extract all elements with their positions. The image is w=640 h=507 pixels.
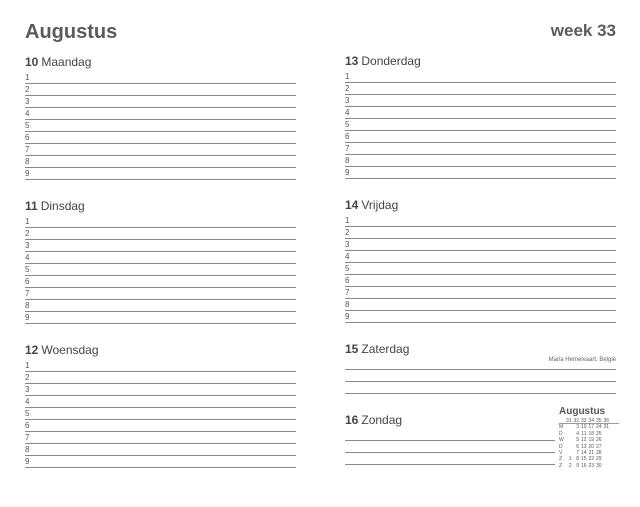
- day-heading: [345, 197, 616, 213]
- calendar-date: 24: [595, 424, 602, 431]
- hour-line: 8: [25, 444, 296, 456]
- day-number: 11: [25, 199, 38, 213]
- hour-line: 6: [25, 132, 296, 144]
- day-number: 14: [345, 198, 359, 212]
- hour-line: 3: [345, 95, 616, 107]
- hour-line: 5: [25, 120, 296, 132]
- day-monday: [25, 54, 296, 180]
- hour-line: 2: [345, 83, 616, 95]
- hour-line: 8: [345, 299, 616, 311]
- week-number: 31: [565, 418, 572, 424]
- calendar-date: 8: [576, 456, 579, 463]
- calendar-date: 28: [595, 449, 602, 456]
- calendar-date: 22: [588, 456, 594, 463]
- day-heading: [25, 198, 296, 214]
- hour-line: 1: [25, 216, 296, 228]
- day-name: Zondag: [361, 413, 403, 427]
- hour-line: 4: [25, 252, 296, 264]
- calendar-date: 17: [588, 424, 594, 431]
- hour-line: 5: [25, 408, 296, 420]
- hour-line: 2: [25, 228, 296, 240]
- hour-line: 4: [25, 396, 296, 408]
- day-number: 12: [25, 343, 39, 357]
- hour-line: 7: [345, 287, 616, 299]
- writing-line: [345, 440, 555, 441]
- hour-line: 1: [345, 71, 616, 83]
- day-name: Dinsdag: [40, 199, 85, 213]
- hour-line: 8: [345, 155, 616, 167]
- day-name: Donderdag: [361, 54, 421, 68]
- writing-line: [345, 393, 616, 394]
- hour-lines: [345, 215, 616, 323]
- calendar-date: 16: [580, 462, 587, 469]
- calendar-date: 3: [576, 424, 579, 431]
- calendar-date: 10: [580, 424, 587, 431]
- week-number: 32: [573, 418, 579, 424]
- hour-line: 4: [345, 107, 616, 119]
- calendar-date: 19: [588, 437, 594, 444]
- hour-line: 4: [345, 251, 616, 263]
- day-thursday: [345, 53, 616, 179]
- day-name: Vrijdag: [361, 198, 399, 212]
- week-number: 36: [603, 418, 609, 424]
- calendar-date: 27: [595, 443, 602, 450]
- calendar-date: 15: [580, 456, 587, 463]
- hour-line: 5: [25, 264, 296, 276]
- hour-line: 7: [25, 144, 296, 156]
- hour-line: 1: [25, 72, 296, 84]
- day-heading: [25, 54, 296, 70]
- day-name: Woensdag: [41, 343, 99, 357]
- hour-line: 6: [25, 420, 296, 432]
- day-heading: [345, 53, 616, 69]
- calendar-date: 2: [568, 462, 572, 469]
- hour-lines: [25, 216, 296, 324]
- hour-line: 2: [345, 227, 616, 239]
- calendar-date: 4: [576, 430, 579, 437]
- month-title: Augustus: [25, 21, 118, 43]
- mini-calendar: [559, 406, 619, 469]
- hour-line: 1: [25, 360, 296, 372]
- weekday-label: M: [559, 424, 564, 431]
- calendar-date: 6: [576, 443, 579, 450]
- hour-lines: [345, 71, 616, 179]
- day-number: 13: [345, 54, 359, 68]
- calendar-date: 13: [580, 443, 587, 450]
- calendar-date: 21: [588, 449, 594, 456]
- calendar-date: 26: [595, 437, 602, 444]
- weekday-label: Z: [559, 456, 563, 463]
- hour-line: 8: [25, 156, 296, 168]
- day-heading: [345, 341, 616, 357]
- hour-line: 7: [25, 288, 296, 300]
- hour-line: 9: [345, 167, 616, 179]
- day-sunday: [345, 412, 555, 428]
- hour-lines: [25, 360, 296, 468]
- hour-line: 6: [345, 275, 616, 287]
- hour-line: 7: [25, 432, 296, 444]
- calendar-date: 12: [580, 437, 587, 444]
- calendar-date: 7: [576, 449, 579, 456]
- weekday-label: D: [559, 430, 563, 437]
- calendar-date: 18: [588, 430, 594, 437]
- day-number: 15: [345, 342, 359, 356]
- week-number: 33: [580, 418, 587, 424]
- holiday-note: Maria Hemelvaart, België: [548, 357, 616, 363]
- hour-line: 5: [345, 263, 616, 275]
- weekday-label: D: [559, 443, 563, 450]
- hour-line: 2: [25, 372, 296, 384]
- day-name: Maandag: [41, 55, 92, 69]
- mini-calendar-title: Augustus: [559, 406, 606, 417]
- writing-line: [345, 369, 616, 370]
- hour-line: 6: [25, 276, 296, 288]
- day-heading: [25, 342, 296, 358]
- writing-line: [345, 381, 616, 382]
- hour-line: 3: [25, 384, 296, 396]
- day-wednesday: [25, 342, 296, 468]
- hour-line: 4: [25, 108, 296, 120]
- hour-line: 9: [25, 456, 296, 468]
- hour-line: 2: [25, 84, 296, 96]
- hour-line: 3: [345, 239, 616, 251]
- calendar-date: [602, 463, 610, 469]
- calendar-date: 29: [595, 456, 602, 463]
- hour-line: 3: [25, 96, 296, 108]
- day-heading: [345, 412, 555, 428]
- hour-line: 7: [345, 143, 616, 155]
- calendar-date: 31: [603, 424, 609, 431]
- calendar-date: 11: [581, 430, 587, 437]
- day-saturday: [345, 341, 616, 357]
- hour-line: 1: [345, 215, 616, 227]
- hour-line: 9: [25, 168, 296, 180]
- calendar-date: 20: [588, 443, 594, 450]
- calendar-date: 9: [576, 462, 579, 469]
- weekday-label: W: [559, 437, 564, 444]
- hour-line: 8: [25, 300, 296, 312]
- hour-line: 9: [345, 311, 616, 323]
- hour-line: 3: [25, 240, 296, 252]
- week-number: 35: [595, 418, 602, 424]
- hour-line: 5: [345, 119, 616, 131]
- day-number: 16: [345, 413, 359, 427]
- weekday-label: V: [559, 449, 563, 456]
- mini-calendar-row: [559, 463, 619, 469]
- weekday-label: Z: [559, 462, 563, 469]
- hour-line: 9: [25, 312, 296, 324]
- day-number: 10: [25, 55, 39, 69]
- hour-line: 6: [345, 131, 616, 143]
- day-friday: [345, 197, 616, 323]
- day-name: Zaterdag: [361, 342, 410, 356]
- calendar-date: 5: [576, 437, 579, 444]
- calendar-date: 23: [588, 462, 594, 469]
- hour-lines: [25, 72, 296, 180]
- calendar-date: 25: [595, 430, 602, 437]
- calendar-date: 30: [595, 462, 602, 469]
- writing-line: [345, 464, 555, 465]
- writing-line: [345, 452, 555, 453]
- calendar-date: 1: [568, 456, 572, 463]
- calendar-date: 14: [580, 449, 587, 456]
- day-tuesday: [25, 198, 296, 324]
- week-title: week 33: [550, 21, 616, 40]
- week-number: 34: [588, 418, 594, 424]
